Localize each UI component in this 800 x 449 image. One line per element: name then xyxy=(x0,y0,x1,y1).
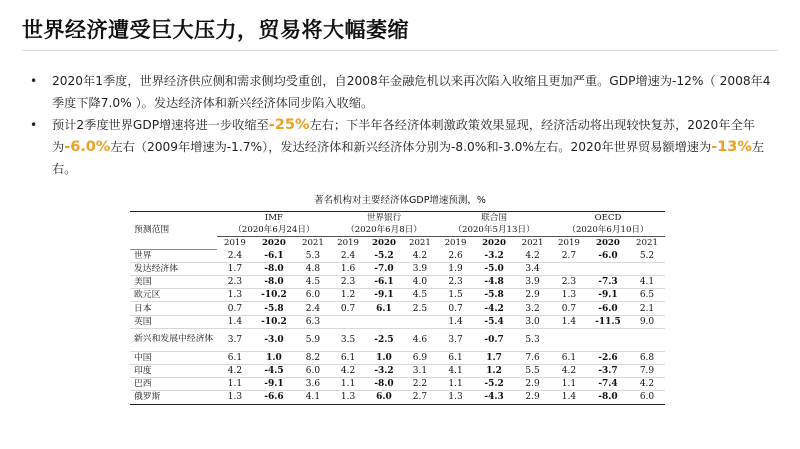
table-cell: 1.7 xyxy=(217,262,253,275)
row-label: 发达经济体 xyxy=(130,262,217,275)
table-cell: -6.6 xyxy=(253,391,295,404)
year-header: 2019 xyxy=(558,238,580,249)
table-cell: -4.5 xyxy=(253,365,295,378)
table-row xyxy=(130,249,665,262)
table-cell: 6.8 xyxy=(629,351,665,364)
table-cell: 4.1 xyxy=(629,276,665,289)
row-label: 世界 xyxy=(130,249,217,262)
table-cell xyxy=(403,315,437,328)
row-label: 俄罗斯 xyxy=(130,391,217,404)
year-header: 2021 xyxy=(409,238,431,249)
table-cell: -8.0 xyxy=(587,391,629,404)
table-cell: 4.0 xyxy=(403,276,437,289)
table-cell: 6.3 xyxy=(295,315,331,328)
table-cell: 1.4 xyxy=(551,315,587,328)
table-cell: 1.3 xyxy=(217,391,253,404)
highlight-figure: -6.0% xyxy=(64,139,111,155)
table-cell: -9.1 xyxy=(365,289,403,302)
table-cell xyxy=(551,262,587,275)
table-cell: 6.9 xyxy=(403,351,437,364)
group-header-un xyxy=(437,212,551,237)
table-row xyxy=(130,328,665,351)
table-cell: 0.7 xyxy=(217,302,253,315)
table-cell: 2.4 xyxy=(331,249,365,262)
bullet-item xyxy=(28,114,780,180)
table-cell: 1.0 xyxy=(365,351,403,364)
table-cell: -2.5 xyxy=(365,328,403,351)
table-cell: 1.3 xyxy=(331,391,365,404)
table-cell xyxy=(587,262,629,275)
table-cell: 3.9 xyxy=(514,276,551,289)
table-cell: -3.2 xyxy=(365,365,403,378)
table-cell: 4.5 xyxy=(295,276,331,289)
table-cell: 1.2 xyxy=(474,365,514,378)
table-cell: 4.5 xyxy=(403,289,437,302)
table-cell: 1.0 xyxy=(253,351,295,364)
table-cell xyxy=(551,328,587,351)
row-label: 日本 xyxy=(130,302,217,315)
row-label: 中国 xyxy=(130,351,217,364)
table-cell: -5.4 xyxy=(474,315,514,328)
table-cell: 0.7 xyxy=(331,302,365,315)
table-caption: 著名机构对主要经济体GDP增速预测，% xyxy=(314,195,486,206)
table-cell: -4.8 xyxy=(474,276,514,289)
group-date: （2020年6月8日） xyxy=(346,225,422,235)
table-cell: -10.2 xyxy=(253,315,295,328)
year-header: 2019 xyxy=(224,238,246,249)
table-cell: 3.4 xyxy=(514,262,551,275)
table-cell: 5.5 xyxy=(514,365,551,378)
group-header-worldbank xyxy=(331,212,437,237)
gdp-forecast-table xyxy=(130,211,665,405)
table-cell: 6.5 xyxy=(629,289,665,302)
table-cell: 5.3 xyxy=(295,249,331,262)
table-cell: 1.1 xyxy=(437,378,474,391)
table-cell: 3.9 xyxy=(403,262,437,275)
row-label: 英国 xyxy=(130,315,217,328)
bullet-dot-icon: • xyxy=(30,74,38,88)
table-cell: 4.8 xyxy=(295,262,331,275)
table-cell: -8.0 xyxy=(365,378,403,391)
highlight-figure: -25% xyxy=(268,117,310,133)
table-cell: -11.5 xyxy=(587,315,629,328)
table-cell: -8.0 xyxy=(253,276,295,289)
table-cell: 4.2 xyxy=(629,378,665,391)
table-cell: 3.2 xyxy=(514,302,551,315)
table-cell: -3.2 xyxy=(474,249,514,262)
table-cell: 3.5 xyxy=(331,328,365,351)
table-cell: 4.1 xyxy=(437,365,474,378)
table-cell: 5.9 xyxy=(295,328,331,351)
table-cell: 1.3 xyxy=(437,391,474,404)
year-header: 2021 xyxy=(521,238,544,249)
group-name: 联合国 xyxy=(481,213,507,223)
row-label: 美国 xyxy=(130,276,217,289)
table-cell xyxy=(365,315,403,328)
table-cell: -7.3 xyxy=(587,276,629,289)
page-title: 世界经济遭受巨大压力，贸易将大幅萎缩 xyxy=(22,18,409,42)
table-cell: 3.7 xyxy=(437,328,474,351)
table-cell: -2.6 xyxy=(587,351,629,364)
table-cell: 2.1 xyxy=(629,302,665,315)
table-cell: 2.5 xyxy=(403,302,437,315)
table-cell: 6.0 xyxy=(629,391,665,404)
table-cell: -6.0 xyxy=(587,249,629,262)
year-header: 2020 xyxy=(595,238,620,249)
table-cell: 2.2 xyxy=(403,378,437,391)
table-cell: 4.6 xyxy=(403,328,437,351)
table-row xyxy=(130,262,665,275)
table-row xyxy=(130,351,665,364)
bullet-text: 左右；下半年各经济体刺激政策效果显现，经济活动将出现较快复苏，2020年全年为 xyxy=(52,118,755,154)
table-cell: -4.2 xyxy=(474,302,514,315)
table-cell: -10.2 xyxy=(253,289,295,302)
title-divider xyxy=(22,50,778,51)
table-corner-label: 预测范围 xyxy=(130,212,217,250)
row-label: 欧元区 xyxy=(130,289,217,302)
table-cell: 3.1 xyxy=(403,365,437,378)
table-cell: 2.7 xyxy=(551,249,587,262)
table-cell: -6.0 xyxy=(587,302,629,315)
table-cell: 6.0 xyxy=(365,391,403,404)
table-row xyxy=(130,391,665,404)
table-cell: -4.3 xyxy=(474,391,514,404)
table-row xyxy=(130,276,665,289)
table-cell: -5.0 xyxy=(474,262,514,275)
table-cell: 7.6 xyxy=(514,351,551,364)
group-header-imf xyxy=(217,212,331,237)
table-cell: -5.2 xyxy=(474,378,514,391)
table-cell: 6.1 xyxy=(365,302,403,315)
table-cell: 0.7 xyxy=(551,302,587,315)
table-cell: 6.1 xyxy=(217,351,253,364)
table-cell xyxy=(587,328,629,351)
table-cell: 2.9 xyxy=(514,391,551,404)
table-cell: -7.0 xyxy=(365,262,403,275)
table-cell: 4.2 xyxy=(514,249,551,262)
row-label: 新兴和发展中经济体 xyxy=(130,328,217,351)
table-cell: 1.7 xyxy=(474,351,514,364)
table-row xyxy=(130,302,665,315)
bullet-list xyxy=(28,70,780,180)
table-cell: 1.1 xyxy=(331,378,365,391)
table-cell: 2.7 xyxy=(403,391,437,404)
table-cell: 2.3 xyxy=(551,276,587,289)
table-cell: 1.4 xyxy=(551,391,587,404)
table-cell: 0.7 xyxy=(437,302,474,315)
year-header: 2020 xyxy=(482,238,506,249)
table-cell: 6.0 xyxy=(295,365,331,378)
table-row xyxy=(130,315,665,328)
table-cell: -0.7 xyxy=(474,328,514,351)
table-cell: 5.3 xyxy=(514,328,551,351)
table-cell: -5.8 xyxy=(474,289,514,302)
table-cell: 4.2 xyxy=(331,365,365,378)
year-header: 2019 xyxy=(444,238,467,249)
table-cell: 8.2 xyxy=(295,351,331,364)
group-name: 世界银行 xyxy=(366,213,402,223)
table-row xyxy=(130,289,665,302)
table-cell: 1.3 xyxy=(217,289,253,302)
table-cell: 9.0 xyxy=(629,315,665,328)
forecast-table-wrapper xyxy=(130,211,665,405)
table-cell: 6.1 xyxy=(331,351,365,364)
table-cell: 1.9 xyxy=(437,262,474,275)
table-cell: 3.6 xyxy=(295,378,331,391)
table-cell: 2.3 xyxy=(217,276,253,289)
table-cell: 1.1 xyxy=(551,378,587,391)
table-cell: 6.1 xyxy=(437,351,474,364)
table-cell: 1.2 xyxy=(331,289,365,302)
table-cell: 6.1 xyxy=(551,351,587,364)
year-header: 2021 xyxy=(636,238,658,249)
table-cell xyxy=(629,262,665,275)
table-cell: 1.4 xyxy=(437,315,474,328)
row-label: 巴西 xyxy=(130,378,217,391)
table-body xyxy=(130,249,665,404)
table-cell: 2.9 xyxy=(514,289,551,302)
group-date: （2020年6月10日） xyxy=(567,225,649,235)
table-cell: 2.6 xyxy=(437,249,474,262)
table-cell: 2.9 xyxy=(514,378,551,391)
table-cell: 1.6 xyxy=(331,262,365,275)
table-cell: -5.8 xyxy=(253,302,295,315)
table-cell: 3.0 xyxy=(514,315,551,328)
table-cell: 6.0 xyxy=(295,289,331,302)
group-header-oecd xyxy=(551,212,665,237)
table-cell: 2.4 xyxy=(217,249,253,262)
table-cell: 3.7 xyxy=(217,328,253,351)
table-cell: 4.2 xyxy=(403,249,437,262)
table-cell: 5.2 xyxy=(629,249,665,262)
year-header: 2020 xyxy=(261,238,286,249)
bullet-text: 2020年1季度，世界经济供应侧和需求侧均受重创，自2008年金融危机以来再次陷入收缩且更加严重。GDP增速为-12%（ 2008年4季度下降7.0% ）。发达经济体和新兴经济体同步陷入收缩。 xyxy=(52,74,771,110)
table-cell: 2.3 xyxy=(437,276,474,289)
table-cell: 2.4 xyxy=(295,302,331,315)
group-name: IMF xyxy=(264,213,284,223)
group-name: OECD xyxy=(594,213,622,223)
table-cell: -6.1 xyxy=(365,276,403,289)
bullet-item xyxy=(28,70,780,114)
table-cell: 4.1 xyxy=(295,391,331,404)
group-date: （2020年5月13日） xyxy=(453,225,535,235)
table-row xyxy=(130,378,665,391)
year-header: 2020 xyxy=(372,238,396,249)
table-cell: -6.1 xyxy=(253,249,295,262)
bullet-text: 左右。 xyxy=(52,140,765,176)
year-header: 2021 xyxy=(301,238,324,249)
table-cell: 1.3 xyxy=(551,289,587,302)
highlight-figure: -13% xyxy=(711,139,752,155)
row-label: 印度 xyxy=(130,365,217,378)
bullet-dot-icon: • xyxy=(30,118,38,132)
table-cell xyxy=(331,315,365,328)
table-cell: 4.2 xyxy=(217,365,253,378)
table-cell: -5.2 xyxy=(365,249,403,262)
table-cell: -3.0 xyxy=(253,328,295,351)
table-cell: -7.4 xyxy=(587,378,629,391)
table-cell: 1.5 xyxy=(437,289,474,302)
table-cell: 2.3 xyxy=(331,276,365,289)
table-cell xyxy=(629,328,665,351)
group-date: （2020年6月24日） xyxy=(233,225,315,235)
table-header-row-groups xyxy=(130,212,665,237)
table-cell: -9.1 xyxy=(587,289,629,302)
table-row xyxy=(130,365,665,378)
table-cell: -8.0 xyxy=(253,262,295,275)
table-cell: -9.1 xyxy=(253,378,295,391)
table-cell: 4.2 xyxy=(551,365,587,378)
year-header: 2019 xyxy=(337,238,359,249)
table-cell: 7.9 xyxy=(629,365,665,378)
table-cell: 1.4 xyxy=(217,315,253,328)
bullet-text: 预计2季度世界GDP增速将进一步收缩至 xyxy=(52,118,269,132)
bullet-text: 左右（2009年增速为-1.7%），发达经济体和新兴经济体分别为-8.0%和-3.0%左右。2020年世界贸易额增速为 xyxy=(110,140,712,154)
table-cell: 1.1 xyxy=(217,378,253,391)
table-cell: -3.7 xyxy=(587,365,629,378)
